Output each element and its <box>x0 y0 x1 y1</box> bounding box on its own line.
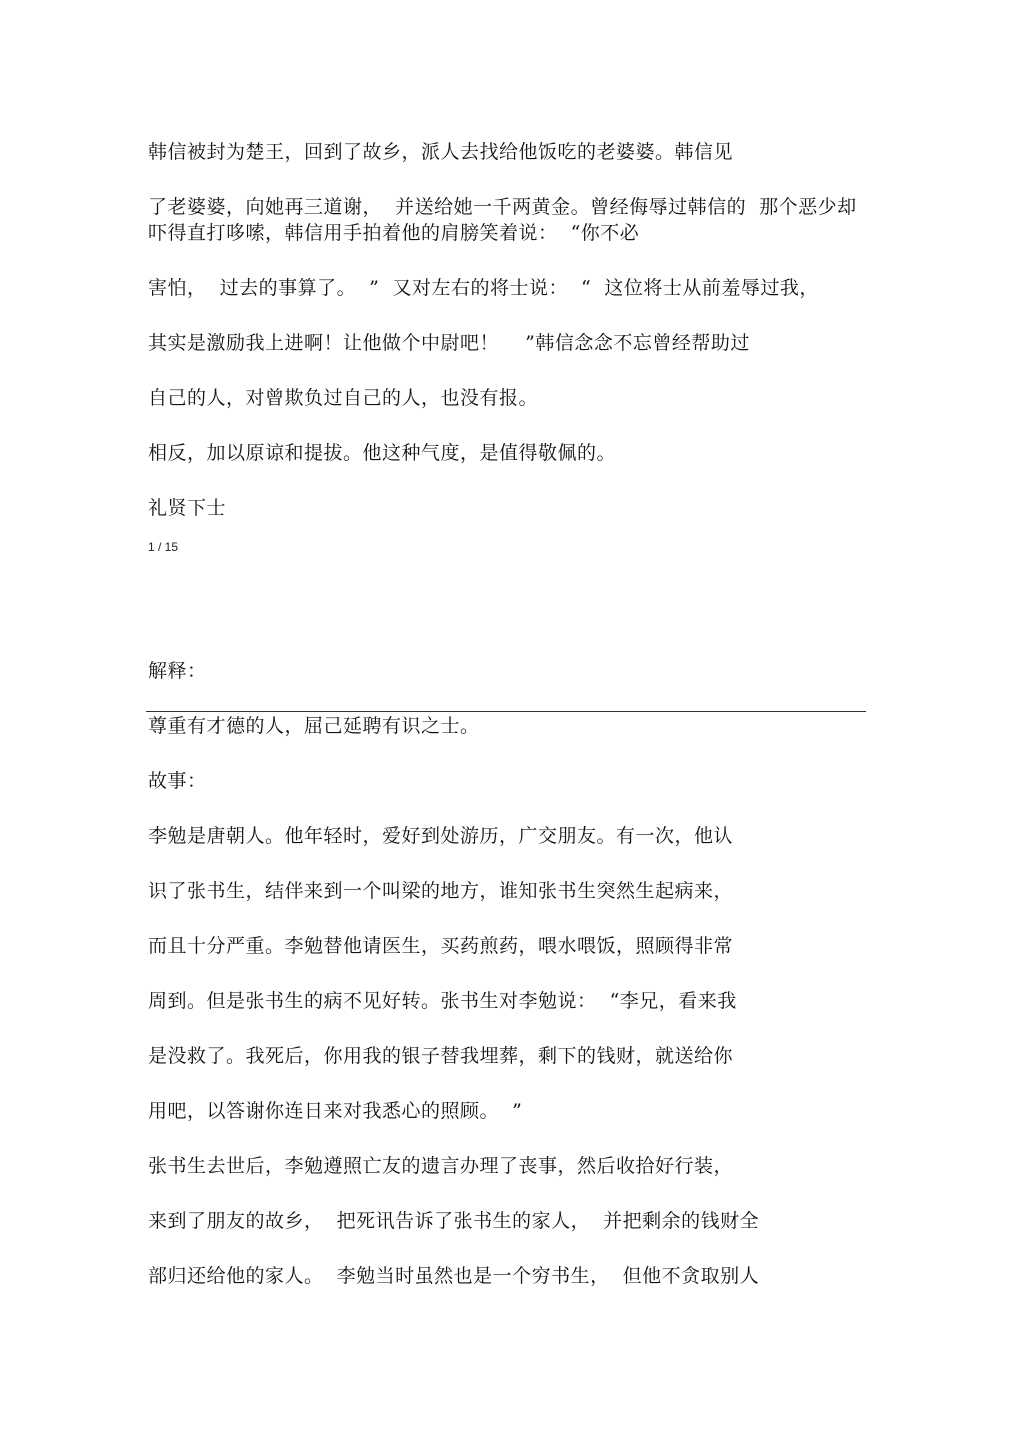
paragraph-line: 部归还给他的家人。 李勉当时虽然也是一个穷书生， 但他不贪取别人 <box>148 1265 760 1287</box>
paragraph-line: 害怕， 过去的事算了。 ” 又对左右的将士说： “ 这位将士从前羞辱过我， <box>148 277 819 299</box>
paragraph-line: 是没救了。我死后，你用我的银子替我埋葬，剩下的钱财，就送给你 <box>148 1045 734 1067</box>
paragraph-line: 了老婆婆，向她再三道谢， 并送给她一千两黄金。曾经侮辱过韩信的 那个恶少却 <box>148 196 857 218</box>
paragraph-line: 而且十分严重。李勉替他请医生，买药煎药，喂水喂饭，照顾得非常 <box>148 935 734 957</box>
paragraph-line: 用吧，以答谢你连日来对我悉心的照顾。 ” <box>148 1100 523 1122</box>
explanation-text: 尊重有才德的人，屈己延聘有识之士。 <box>148 715 480 737</box>
paragraph-line: 吓得直打哆嗦，韩信用手拍着他的肩膀笑着说： “你不必 <box>148 222 640 244</box>
paragraph-line: 李勉是唐朝人。他年轻时，爱好到处游历，广交朋友。有一次，他认 <box>148 825 734 847</box>
paragraph-line: 张书生去世后，李勉遵照亡友的遗言办理了丧事，然后收拾好行装， <box>148 1155 734 1177</box>
horizontal-rule <box>146 711 866 712</box>
paragraph-line: 来到了朋友的故乡， 把死讯告诉了张书生的家人， 并把剩余的钱财全 <box>148 1210 760 1232</box>
page-number: 1 / 15 <box>148 540 179 554</box>
paragraph-line: 相反，加以原谅和提拔。他这种气度，是值得敬佩的。 <box>148 442 617 464</box>
explanation-label: 解释： <box>148 660 207 682</box>
section-heading: 礼贤下士 <box>148 497 227 519</box>
paragraph-line: 其实是激励我上进啊！让他做个中尉吧！ ”韩信念念不忘曾经帮助过 <box>148 332 750 354</box>
story-label: 故事： <box>148 770 207 792</box>
paragraph-line: 周到。但是张书生的病不见好转。张书生对李勉说： “李兄，看来我 <box>148 990 737 1012</box>
paragraph-line: 自己的人，对曾欺负过自己的人，也没有报。 <box>148 387 539 409</box>
paragraph-line: 韩信被封为楚王，回到了故乡，派人去找给他饭吃的老婆婆。韩信见 <box>148 141 734 163</box>
paragraph-line: 识了张书生，结伴来到一个叫梁的地方，谁知张书生突然生起病来， <box>148 880 734 902</box>
